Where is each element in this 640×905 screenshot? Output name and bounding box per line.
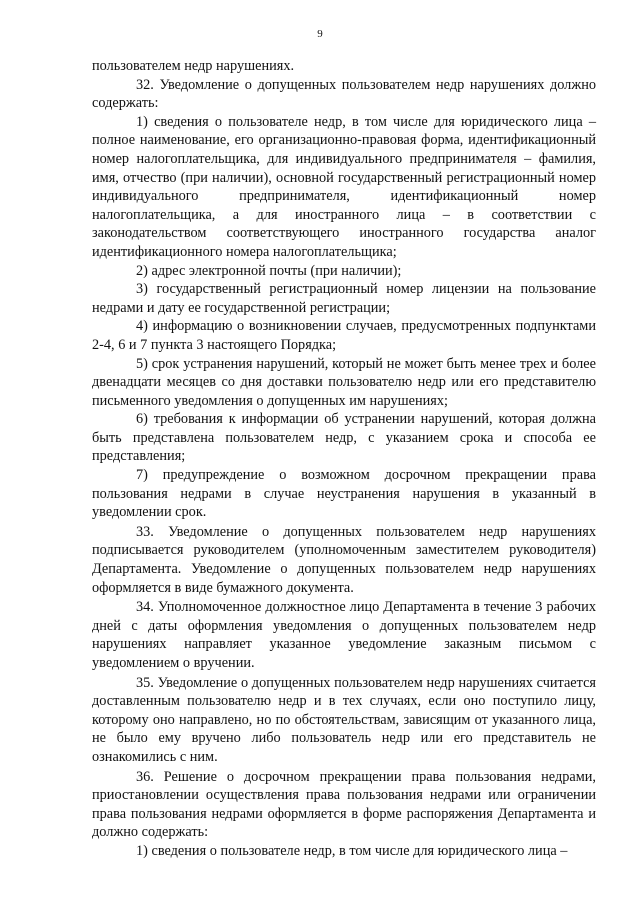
paragraph-clause-34: 34. Уполномоченное должностное лицо Департамента в течение 3 рабочих дней с даты оформления уведомления о допущенных пользователем недр нарушениях направляет указанное уведомление заказным письмом с уведомлением о вручении.	[92, 599, 596, 671]
paragraph-item-1: 1) сведения о пользователе недр, в том числе для юридического лица – полное наименование, его организационно-правовая форма, идентификационный номер налогоплательщика, для индивидуального предпринимателя – фамилия, имя, отчество (при наличии), основной государственный регистрационный номер индивидуального предпринимателя, идентификационный номер налогоплательщика, а для иностранного лица – в соответствии с законодательством соответствующего иностранного государства аналог идентификационного номера налогоплательщика;	[92, 113, 596, 260]
paragraph-clause-32: 32. Уведомление о допущенных пользователем недр нарушениях должно содержать:	[92, 76, 596, 112]
paragraph-item-5: 5) срок устранения нарушений, который не может быть менее трех и более двенадцати месяцев со дня доставки пользователю недр или его представителю письменного уведомления о допущенных им нарушениях;	[92, 355, 596, 409]
paragraph-item-2: 2) адрес электронной почты (при наличии);	[136, 262, 402, 279]
paragraph-clause-35: 35. Уведомление о допущенных пользователем недр нарушениях считается доставленным пользователю недр и в тех случаях, если оно поступило лицу, которому оно направлено, но по обстоятельствам, зависящим от указанного лица, не было ему вручено либо пользователь недр или его представитель не ознакомились с ним.	[92, 674, 596, 765]
paragraph-continuation: пользователем недр нарушениях.	[92, 58, 295, 74]
paragraph-item-4: 4) информацию о возникновении случаев, предусмотренных подпунктами 2-4, 6 и 7 пункта 3 настоящего Порядка;	[92, 318, 596, 353]
paragraph-clause-36-item-1: 1) сведения о пользователе недр, в том числе для юридического лица –	[136, 842, 568, 859]
paragraph-clause-36: 36. Решение о досрочном прекращении права пользования недрами, приостановлении осуществления права пользования недрами или ограничении права пользования недрами оформляется в форме распоряжения Департамента и должно содержать:	[92, 768, 596, 841]
document-body	[92, 57, 596, 861]
paragraph-item-7: 7) предупреждение о возможном досрочном прекращении права пользования недрами в случае неустранения нарушения в указанный в уведомлении срок.	[92, 467, 596, 521]
paragraph-clause-33: 33. Уведомление о допущенных пользователем недр нарушениях подписывается руководителем (уполномоченным заместителем руководителя) Департамента. Уведомление о допущенных пользователем недр нарушениях оформляется в виде бумажного документа.	[92, 523, 596, 596]
paragraph-item-3: 3) государственный регистрационный номер лицензии на пользование недрами и дату ее государственной регистрации;	[92, 281, 596, 316]
paragraph-item-6: 6) требования к информации об устранении нарушений, которая должна быть представлена пользователем недр, с указанием срока и способа ее представления;	[92, 411, 596, 465]
page-number: 9	[317, 28, 323, 40]
